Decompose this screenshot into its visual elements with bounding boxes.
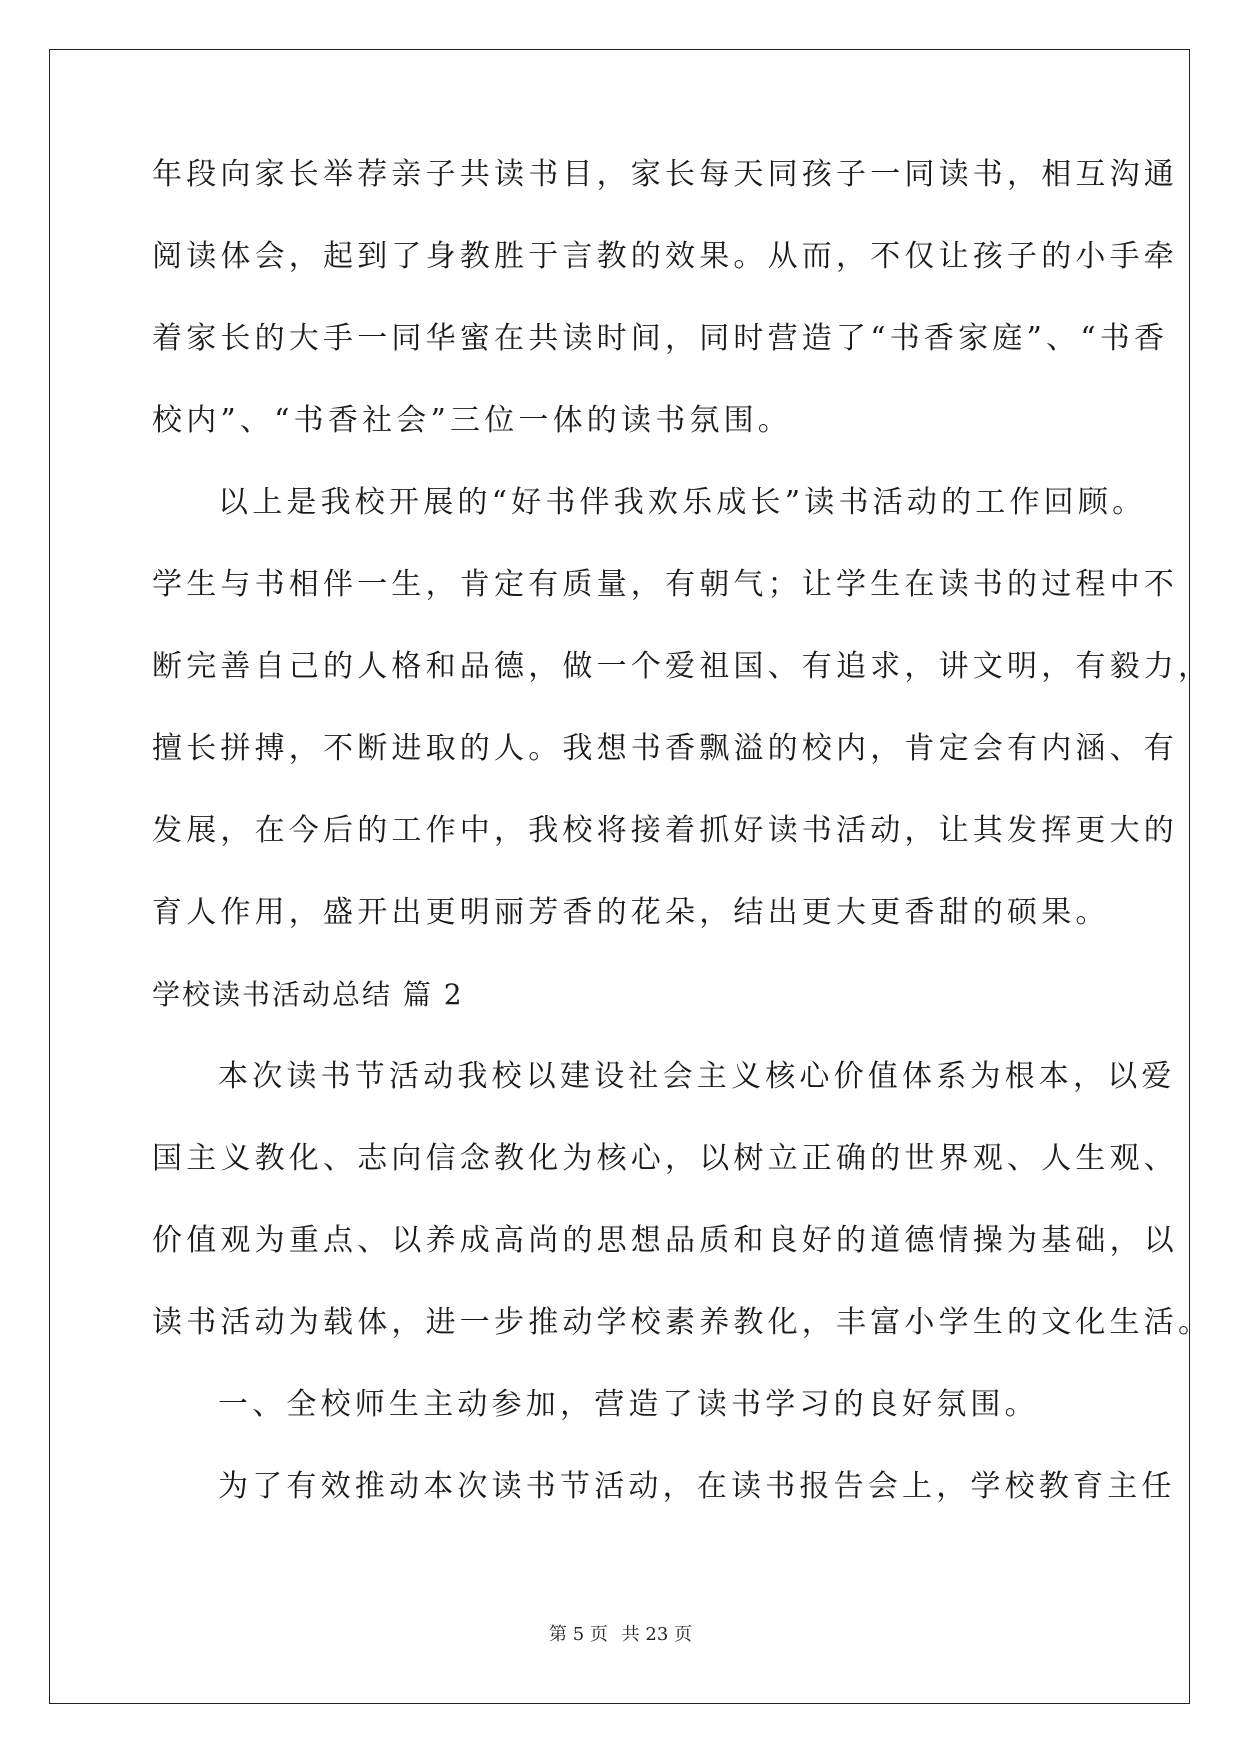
text-line: 断完善自己的人格和品德，做一个爱祖国、有追求，讲文明，有毅力， bbox=[152, 649, 1213, 684]
text-line: 年段向家长举荐亲子共读书目，家长每天同孩子一同读书，相互沟通 bbox=[152, 157, 1178, 192]
text-line: 国主义教化、志向信念教化为核心，以树立正确的世界观、人生观、 bbox=[152, 1141, 1178, 1176]
section-heading: 学校读书活动总结 篇 2 bbox=[152, 978, 464, 1011]
page-footer bbox=[0, 1620, 1241, 1646]
text-line: 擅长拼搏，不断进取的人。我想书香飘溢的校内，肯定会有内涵、有 bbox=[152, 731, 1178, 766]
text-line: 校内”、“书香社会”三位一体的读书氛围。 bbox=[152, 403, 793, 438]
text-line: 育人作用，盛开出更明丽芳香的花朵，结出更大更香甜的硕果。 bbox=[152, 895, 1110, 930]
text-line: 发展，在今后的工作中，我校将接着抓好读书活动，让其发挥更大的 bbox=[152, 813, 1178, 848]
paragraph-first-line: 为了有效推动本次读书节活动，在读书报告会上，学校教育主任 bbox=[218, 1469, 1176, 1504]
paragraph-first-line: 以上是我校开展的“好书伴我欢乐成长”读书活动的工作回顾。 bbox=[218, 485, 1147, 520]
text-line: 着家长的大手一同华蜜在共读时间，同时营造了“书香家庭”、“书香 bbox=[152, 321, 1169, 356]
page-total: 共 23 页 bbox=[621, 1624, 692, 1645]
document-body bbox=[152, 157, 1213, 1554]
page-number: 第 5 页 bbox=[549, 1624, 608, 1645]
paragraph-first-line: 本次读书节活动我校以建设社会主义核心价值体系为根本，以爱 bbox=[218, 1059, 1176, 1094]
text-line: 价值观为重点、以养成高尚的思想品质和良好的道德情操为基础，以 bbox=[152, 1223, 1178, 1258]
text-line: 阅读体会，起到了身教胜于言教的效果。从而，不仅让孩子的小手牵 bbox=[152, 239, 1178, 274]
paragraph-first-line: 一、全校师生主动参加，营造了读书学习的良好氛围。 bbox=[218, 1387, 1039, 1422]
text-line: 学生与书相伴一生，肯定有质量，有朝气；让学生在读书的过程中不 bbox=[152, 567, 1178, 602]
text-line: 读书活动为载体，进一步推动学校素养教化，丰富小学生的文化生活。 bbox=[152, 1305, 1213, 1340]
